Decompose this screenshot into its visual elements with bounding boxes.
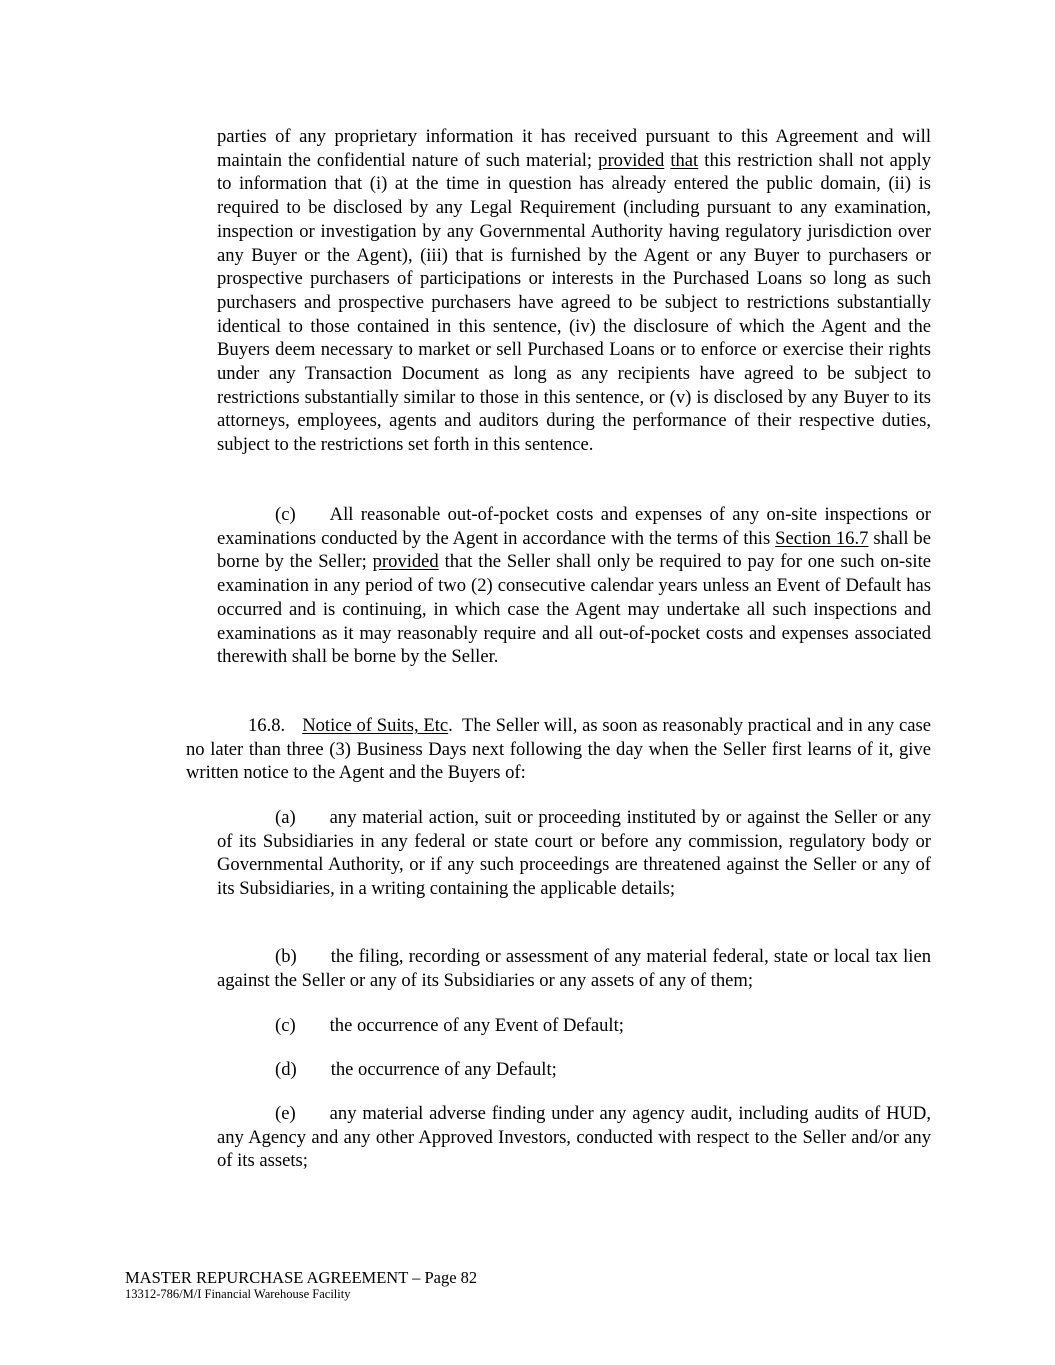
para2-text-rest: that the Seller shall only be required to pay for one such on-site examination in any period of two (2) consecutive calendar years unless an Event of Default has occurred and is continuing, in which case the Agent may undertake all such inspections and examinations as it may reasonably require and all out-of-pocket costs and expenses associated therewith shall be borne by the Seller. <box>217 551 931 668</box>
list-item-d <box>217 1058 931 1082</box>
section-reference: Section 16.7 <box>775 527 869 549</box>
item-label: (e) <box>275 1103 296 1124</box>
list-item-b <box>217 945 931 992</box>
provided-term: provided <box>598 149 665 171</box>
section-heading-period: . <box>448 715 453 736</box>
item-text: the occurrence of any Default; <box>330 1059 557 1080</box>
provided-term: provided <box>372 551 439 573</box>
page-footer <box>125 1268 477 1302</box>
footer-title: MASTER REPURCHASE AGREEMENT – Page 82 <box>125 1268 478 1287</box>
para1-text: parties of any proprietary information it has received pursuant to this Agreement and will maintain the confidential nature of such material; <box>217 126 931 171</box>
item-text: any material action, suit or proceeding instituted by or against the Seller or any of its Subsidiaries in any federal or state court or before any commission, regulatory body or Governmental Authority, or if any such proceedings are threatened against the Seller or any of its Subsidiaries, in a writing containing the applicable details; <box>217 807 931 900</box>
list-item-e <box>217 1102 931 1173</box>
section-text: The Seller will, as soon as reasonably practical and in any case no later than three (3) Business Days next following the day when the Seller first learns of it, give written notice to the Agent and the Buyers of: <box>186 715 936 784</box>
section-heading: Notice of Suits, Etc <box>302 715 449 736</box>
that-term: that <box>670 149 699 171</box>
item-label: (d) <box>275 1059 297 1080</box>
item-text: the filing, recording or assessment of any material federal, state or local tax lien against the Seller or any of its Subsidiaries or any assets of any of them; <box>217 946 931 991</box>
para2-text: All reasonable out-of-pocket costs and expenses of any on-site inspections or examinations conducted by the Agent in accordance with the terms of this <box>217 504 931 549</box>
para2-text-middle: shall be borne by the Seller; <box>217 527 931 573</box>
item-label: (b) <box>275 946 297 967</box>
item-label: (c) <box>275 1015 296 1036</box>
footer-subtitle: 13312-786/M/I Financial Warehouse Facility <box>125 1287 351 1301</box>
paragraph-confidentiality-continued <box>217 125 931 457</box>
section-16-8 <box>186 714 936 785</box>
item-text: any material adverse finding under any agency audit, including audits of HUD, any Agency and any other Approved Investors, conducted with respect to the Seller and/or any of its assets; <box>217 1103 931 1172</box>
item-label: (a) <box>275 807 296 828</box>
item-text: the occurrence of any Event of Default; <box>329 1015 624 1036</box>
list-item-c <box>217 1014 931 1038</box>
list-item-a <box>217 806 931 901</box>
section-number: 16.8. <box>248 715 286 736</box>
para1-text-rest: this restriction shall not apply to information that (i) at the time in question has already entered the public domain, (ii) is required to be disclosed by any Legal Requirement (including pursuant to any examination, inspection or investigation by any Governmental Authority having regulatory jurisdiction over any Buyer or the Agent), (iii) that is furnished by the Agent or any Buyer to purchasers or prospective purchasers of participations or interests in the Purchased Loans so long as such purchasers and prospective purchasers have agreed to be subject to restrictions substantially identical to those contained in this sentence, (iv) the disclosure of which the Agent and the Buyers deem necessary to market or sell Purchased Loans or to enforce or exercise their rights under any Transaction Document as long as any recipients have agreed to be subject to restrictions substantially similar to those in this sentence, or (v) is disclosed by any Buyer to its attorneys, employees, agents and auditors during the performance of their respective duties, subject to the restrictions set forth in this sentence. <box>217 149 931 456</box>
paragraph-c-inspection-costs <box>217 503 931 669</box>
clause-label: (c) <box>275 504 296 525</box>
